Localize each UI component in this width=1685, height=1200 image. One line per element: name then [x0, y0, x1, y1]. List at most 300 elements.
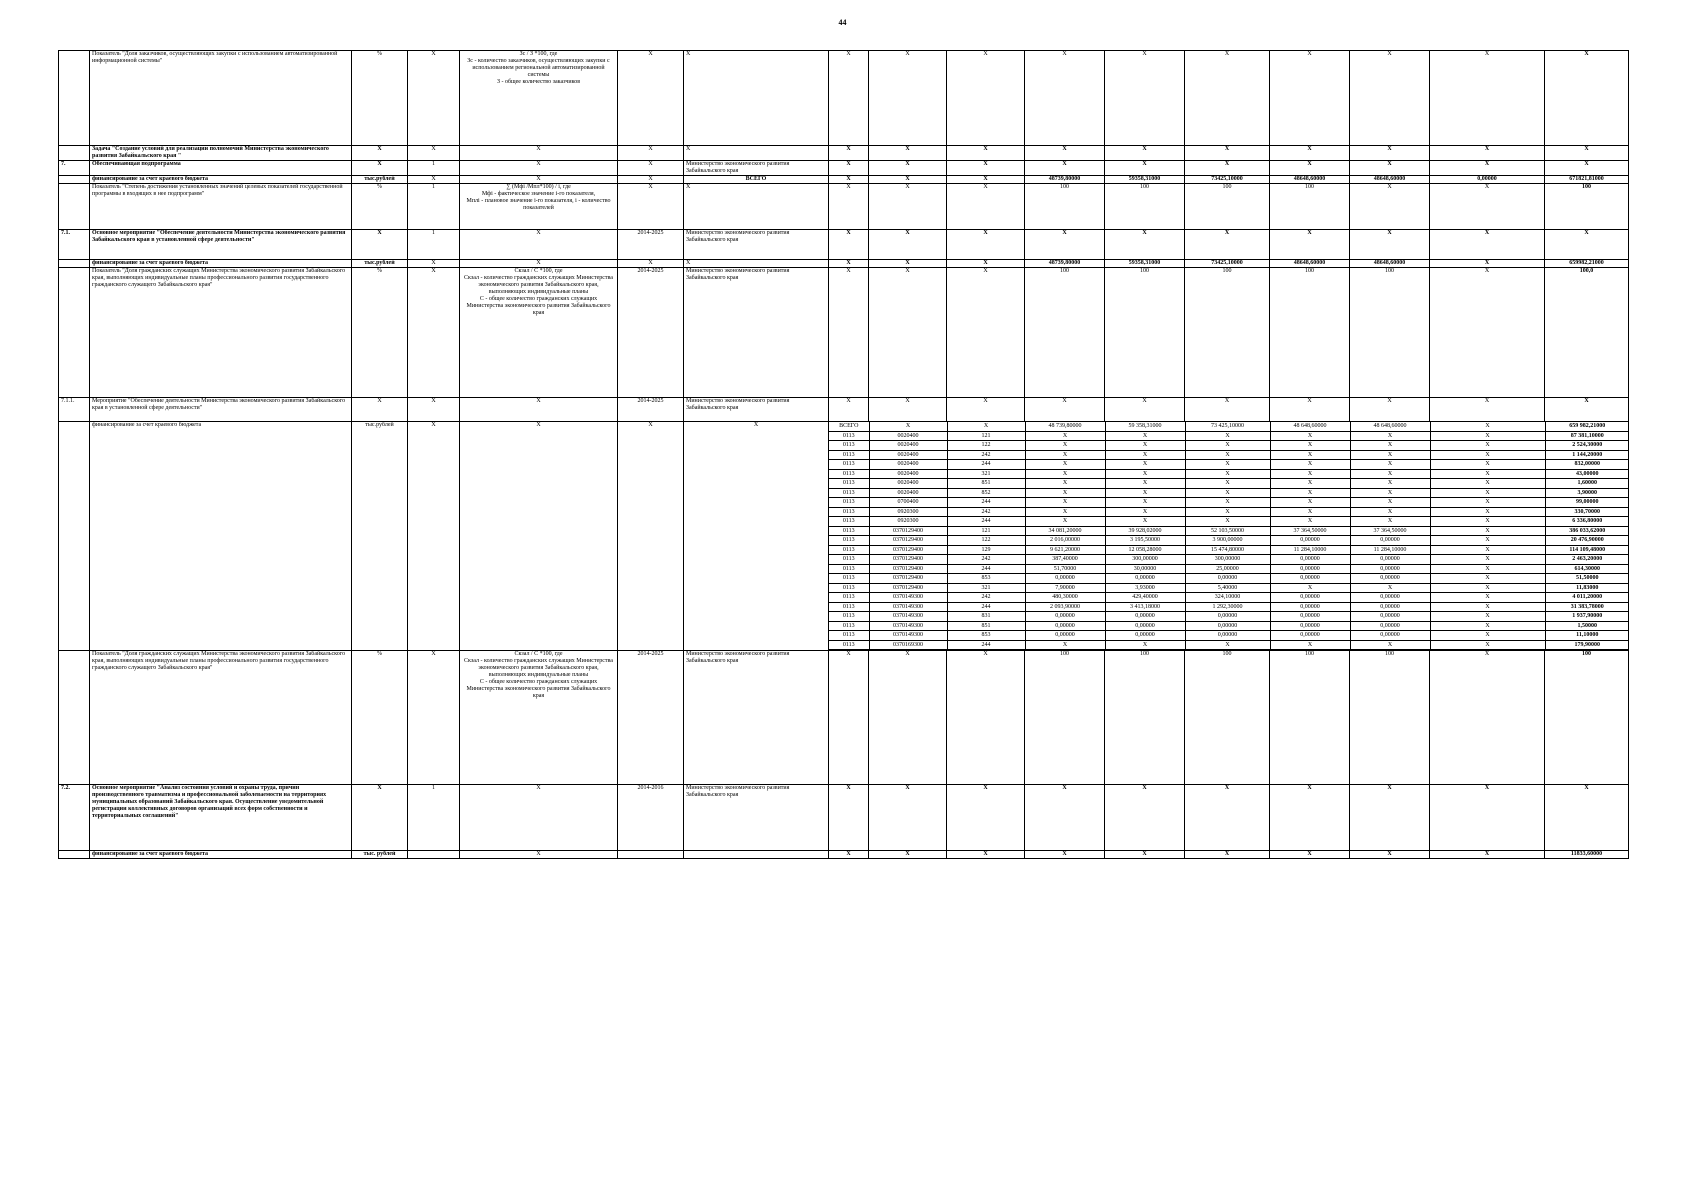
row-value: X: [829, 146, 869, 161]
row-value: X: [1025, 146, 1105, 161]
finance-lines: [829, 422, 1629, 651]
row-value: X: [1185, 230, 1270, 260]
row-executor: Министерство экономического развития Забайкальского края: [684, 398, 829, 422]
finance-value: X: [1025, 640, 1105, 650]
row-executor: Министерство экономического развития Забайкальского края: [684, 785, 829, 851]
finance-value: X: [1185, 431, 1270, 441]
finance-value: X: [1430, 640, 1545, 650]
finance-value: 25,00000: [1185, 564, 1270, 574]
finance-value: 0,00000: [1185, 574, 1270, 584]
finance-value: 0370129400: [869, 545, 947, 555]
finance-subtable: [829, 422, 1629, 650]
finance-value: X: [1430, 479, 1545, 489]
row-value: 100,0: [1545, 268, 1629, 398]
row-value: X: [1270, 146, 1350, 161]
finance-value: 0113: [829, 602, 869, 612]
finance-value: X: [1270, 583, 1350, 593]
finance-value: 0113: [829, 507, 869, 517]
finance-value: 0,00000: [1105, 621, 1185, 631]
finance-value: 15 474,80000: [1185, 545, 1270, 555]
row-value: X: [1545, 230, 1629, 260]
finance-value: X: [1185, 498, 1270, 508]
row-value: X: [1185, 785, 1270, 851]
finance-value: X: [1430, 555, 1545, 565]
row-value: 659982,21000: [1545, 260, 1629, 268]
row-executor: X: [684, 184, 829, 230]
finance-value: X: [1025, 498, 1105, 508]
row-name: Показатель "Доля гражданских служащих Министерства экономического развития Забайкальского края, выполняющих индивидуальные планы профессионального развития государственного гражданского служащего Забайкальского края": [90, 651, 352, 785]
row-value: X: [947, 51, 1025, 146]
row-value: X: [829, 268, 869, 398]
row-weight: X: [408, 176, 460, 184]
finance-value: X: [1105, 479, 1185, 489]
row-period: 2014-2025: [618, 230, 684, 260]
finance-value: 11,10000: [1545, 631, 1629, 641]
finance-value: 244: [947, 564, 1025, 574]
finance-value: 5,40000: [1185, 583, 1270, 593]
finance-value: 480,30000: [1025, 593, 1105, 603]
row-unit: X: [352, 785, 408, 851]
finance-value: X: [1185, 479, 1270, 489]
finance-value: 300,00000: [1185, 555, 1270, 565]
finance-value: 0113: [829, 640, 869, 650]
finance-value: 0,00000: [1185, 621, 1270, 631]
finance-value: X: [1025, 488, 1105, 498]
row-formula: X: [460, 851, 618, 859]
row-value: X: [1105, 785, 1185, 851]
row-value: X: [869, 184, 947, 230]
finance-value: X: [1105, 450, 1185, 460]
finance-value: X: [1430, 631, 1545, 641]
finance-value: X: [1350, 488, 1430, 498]
finance-value: 0,00000: [1270, 631, 1350, 641]
row-executor: X: [684, 422, 829, 651]
finance-value: 0113: [829, 536, 869, 546]
row-value: X: [947, 785, 1025, 851]
finance-value: 30,00000: [1105, 564, 1185, 574]
finance-value: X: [1105, 460, 1185, 470]
row-number: 7.2.: [59, 785, 90, 851]
row-value: X: [1545, 51, 1629, 146]
row-name: финансирование за счет краевого бюджета: [90, 851, 352, 859]
row-value: 11833,60000: [1545, 851, 1629, 859]
row-executor: ВСЕГО: [684, 176, 829, 184]
finance-value: 114 109,48000: [1545, 545, 1629, 555]
finance-value: 51,70000: [1025, 564, 1105, 574]
finance-value: 0,00000: [1025, 574, 1105, 584]
row-value: 100: [1025, 651, 1105, 785]
row-value: X: [947, 146, 1025, 161]
row-value: 48648,60000: [1350, 176, 1430, 184]
finance-value: 0113: [829, 612, 869, 622]
finance-value: 0370149300: [869, 621, 947, 631]
row-value: X: [947, 176, 1025, 184]
finance-value: 0113: [829, 631, 869, 641]
finance-line: [829, 460, 1629, 470]
row-value: X: [1270, 785, 1350, 851]
finance-value: 48 648,60000: [1270, 422, 1350, 431]
row-unit: %: [352, 51, 408, 146]
row-formula: X: [460, 176, 618, 184]
finance-value: 122: [947, 536, 1025, 546]
row-period: X: [618, 422, 684, 651]
row-value: X: [1025, 161, 1105, 176]
row-value: 100: [1105, 184, 1185, 230]
finance-value: 0,00000: [1350, 602, 1430, 612]
finance-value: X: [1350, 583, 1430, 593]
row-value: X: [1430, 51, 1545, 146]
row-value: X: [1430, 851, 1545, 859]
finance-value: X: [1350, 469, 1430, 479]
row-value: X: [1350, 230, 1430, 260]
row-number: [59, 851, 90, 859]
finance-value: 0020400: [869, 479, 947, 489]
row-value: 100: [1025, 268, 1105, 398]
row-value: 59358,31000: [1105, 176, 1185, 184]
table-row: [59, 651, 1629, 785]
finance-value: 0113: [829, 574, 869, 584]
finance-value: 0,00000: [1270, 602, 1350, 612]
row-value: X: [869, 51, 947, 146]
row-weight: X: [408, 422, 460, 651]
finance-value: X: [1025, 507, 1105, 517]
row-executor: Министерство экономического развития Забайкальского края: [684, 161, 829, 176]
finance-value: 0020400: [869, 469, 947, 479]
row-value: 100: [1025, 184, 1105, 230]
finance-value: 0113: [829, 441, 869, 451]
finance-value: X: [1105, 469, 1185, 479]
finance-value: X: [1105, 517, 1185, 527]
table-row: [59, 268, 1629, 398]
row-weight: 1: [408, 230, 460, 260]
finance-line: [829, 640, 1629, 650]
finance-value: X: [1270, 498, 1350, 508]
finance-value: 3,93000: [1105, 583, 1185, 593]
finance-value: 0,00000: [1350, 536, 1430, 546]
finance-value: 1 937,90000: [1545, 612, 1629, 622]
row-value: X: [1350, 51, 1430, 146]
row-value: X: [1105, 161, 1185, 176]
row-value: 100: [1270, 184, 1350, 230]
finance-value: 0,00000: [1270, 564, 1350, 574]
finance-value: 51,50000: [1545, 574, 1629, 584]
finance-value: 0,00000: [1270, 536, 1350, 546]
finance-value: 0,00000: [1270, 612, 1350, 622]
finance-value: 1 292,30000: [1185, 602, 1270, 612]
finance-line: [829, 469, 1629, 479]
finance-value: 852: [947, 488, 1025, 498]
row-number: [59, 146, 90, 161]
finance-value: X: [1185, 469, 1270, 479]
finance-value: 387,40000: [1025, 555, 1105, 565]
finance-value: 0370129400: [869, 536, 947, 546]
row-executor: X: [684, 146, 829, 161]
finance-value: 0113: [829, 469, 869, 479]
row-value: 48648,60000: [1270, 176, 1350, 184]
finance-value: 0113: [829, 555, 869, 565]
finance-value: X: [1430, 469, 1545, 479]
finance-value: 0,00000: [1025, 631, 1105, 641]
row-value: X: [829, 184, 869, 230]
finance-value: 429,40000: [1105, 593, 1185, 603]
finance-value: 0113: [829, 621, 869, 631]
finance-value: 12 058,28000: [1105, 545, 1185, 555]
finance-value: 244: [947, 460, 1025, 470]
finance-line: [829, 536, 1629, 546]
finance-value: 0370149300: [869, 602, 947, 612]
row-value: X: [1105, 146, 1185, 161]
table-row: [59, 398, 1629, 422]
finance-value: 129: [947, 545, 1025, 555]
row-value: X: [1025, 851, 1105, 859]
row-period: 2014-2025: [618, 398, 684, 422]
finance-value: X: [1185, 450, 1270, 460]
finance-value: 7,90000: [1025, 583, 1105, 593]
finance-line: [829, 593, 1629, 603]
row-value: X: [869, 161, 947, 176]
row-name: Показатель "Степень достижения установленных значений целевых показателей государственной программы в входящих в нее подпрограмм": [90, 184, 352, 230]
row-period: X: [618, 260, 684, 268]
finance-line: [829, 441, 1629, 451]
row-number: [59, 51, 90, 146]
finance-value: X: [1270, 507, 1350, 517]
table-row: [59, 785, 1629, 851]
finance-value: 0920300: [869, 517, 947, 527]
finance-value: X: [1270, 450, 1350, 460]
finance-value: 122: [947, 441, 1025, 451]
row-value: X: [1025, 785, 1105, 851]
row-value: X: [869, 176, 947, 184]
row-value: X: [1430, 651, 1545, 785]
finance-value: 2 093,90000: [1025, 602, 1105, 612]
row-value: X: [947, 651, 1025, 785]
finance-value: 48 648,60000: [1350, 422, 1430, 431]
row-number: 7.: [59, 161, 90, 176]
finance-value: 31 383,78000: [1545, 602, 1629, 612]
row-value: X: [947, 268, 1025, 398]
finance-value: X: [1270, 431, 1350, 441]
finance-value: 48 739,80000: [1025, 422, 1105, 431]
row-value: 48648,60000: [1350, 260, 1430, 268]
row-value: X: [1430, 268, 1545, 398]
row-number: [59, 651, 90, 785]
row-executor: Министерство экономического развития Забайкальского края: [684, 651, 829, 785]
finance-value: 0113: [829, 593, 869, 603]
finance-value: 34 081,20000: [1025, 526, 1105, 536]
finance-value: 0113: [829, 526, 869, 536]
finance-line: [829, 526, 1629, 536]
finance-value: X: [1430, 422, 1545, 431]
row-value: 671821,81000: [1545, 176, 1629, 184]
row-weight: 1: [408, 785, 460, 851]
row-value: X: [829, 51, 869, 146]
row-unit: тыс.рублей: [352, 176, 408, 184]
row-name: Основное мероприятие "Обеспечение деятельности Министерства экономического развития Забайкальского края в установленной сфере деятельности": [90, 230, 352, 260]
finance-value: X: [1430, 545, 1545, 555]
row-executor: X: [684, 51, 829, 146]
row-period: X: [618, 161, 684, 176]
finance-value: 0,00000: [1105, 631, 1185, 641]
row-value: X: [869, 785, 947, 851]
finance-value: 831: [947, 612, 1025, 622]
row-unit: тыс.рублей: [352, 260, 408, 268]
row-value: X: [1430, 230, 1545, 260]
row-period: 2014-2025: [618, 651, 684, 785]
row-value: X: [869, 146, 947, 161]
finance-value: 851: [947, 621, 1025, 631]
finance-value: 0113: [829, 517, 869, 527]
finance-value: X: [1270, 460, 1350, 470]
row-number: [59, 176, 90, 184]
finance-value: 0,00000: [1025, 612, 1105, 622]
row-name: Мероприятие "Обеспечение деятельности Министерства экономического развития Забайкальского края в установленной сфере деятельности": [90, 398, 352, 422]
row-value: X: [829, 398, 869, 422]
finance-value: 0370149300: [869, 631, 947, 641]
row-value: X: [1185, 851, 1270, 859]
row-value: X: [1025, 398, 1105, 422]
finance-value: 0370149300: [869, 612, 947, 622]
finance-value: 73 425,10000: [1185, 422, 1270, 431]
finance-value: X: [1185, 488, 1270, 498]
table-row: [59, 184, 1629, 230]
finance-value: 0,00000: [1185, 612, 1270, 622]
row-value: X: [1350, 146, 1430, 161]
row-number: [59, 260, 90, 268]
row-weight: X: [408, 146, 460, 161]
finance-value: 52 103,50000: [1185, 526, 1270, 536]
finance-value: 99,00000: [1545, 498, 1629, 508]
row-number: 7.1.: [59, 230, 90, 260]
finance-value: 832,00000: [1545, 460, 1629, 470]
finance-value: X: [1430, 583, 1545, 593]
finance-value: X: [1025, 450, 1105, 460]
finance-value: 179,90000: [1545, 640, 1629, 650]
finance-value: X: [1105, 488, 1185, 498]
finance-value: 39 928,02000: [1105, 526, 1185, 536]
finance-value: X: [1350, 517, 1430, 527]
finance-value: X: [1185, 460, 1270, 470]
finance-value: 0113: [829, 545, 869, 555]
finance-value: X: [1350, 498, 1430, 508]
row-value: 100: [1350, 651, 1430, 785]
row-name: Обеспечивающая подпрограмма: [90, 161, 352, 176]
row-value: X: [1350, 184, 1430, 230]
row-value: X: [869, 851, 947, 859]
finance-value: X: [1105, 498, 1185, 508]
finance-value: 244: [947, 602, 1025, 612]
row-number: 7.1.1.: [59, 398, 90, 422]
row-weight: [408, 851, 460, 859]
row-name: финансирование за счет краевого бюджета: [90, 422, 352, 651]
row-period: [618, 851, 684, 859]
row-value: X: [947, 184, 1025, 230]
finance-value: 0,00000: [1025, 621, 1105, 631]
finance-value: X: [1430, 621, 1545, 631]
row-name: финансирование за счет краевого бюджета: [90, 260, 352, 268]
finance-value: X: [1350, 431, 1430, 441]
finance-value: 0020400: [869, 488, 947, 498]
finance-value: 20 476,90000: [1545, 536, 1629, 546]
finance-value: 0,00000: [1350, 574, 1430, 584]
finance-value: 244: [947, 517, 1025, 527]
finance-value: 0113: [829, 564, 869, 574]
finance-value: 0,00000: [1350, 593, 1430, 603]
row-value: X: [1105, 51, 1185, 146]
finance-line: [829, 517, 1629, 527]
row-unit: тыс. рублей: [352, 851, 408, 859]
finance-value: 2 463,20000: [1545, 555, 1629, 565]
row-value: X: [1430, 184, 1545, 230]
finance-value: 0920300: [869, 507, 947, 517]
table-body-bottom: [59, 651, 1629, 859]
finance-value: 242: [947, 593, 1025, 603]
finance-value: 853: [947, 631, 1025, 641]
row-period: 2014-2016: [618, 785, 684, 851]
row-value: 100: [1185, 184, 1270, 230]
row-value: 100: [1270, 651, 1350, 785]
finance-value: 242: [947, 507, 1025, 517]
row-value: X: [1430, 161, 1545, 176]
finance-value: 121: [947, 431, 1025, 441]
row-weight: X: [408, 651, 460, 785]
row-value: X: [1545, 398, 1629, 422]
row-formula: Зс / З *100, где Зс - количество заказчиков, осуществляющих закупки с использованием региональной автоматизированной системы З - общее количество заказчиков: [460, 51, 618, 146]
finance-value: 321: [947, 469, 1025, 479]
row-value: X: [1270, 851, 1350, 859]
finance-value: X: [1430, 612, 1545, 622]
finance-value: 0370129400: [869, 564, 947, 574]
table-row: [59, 51, 1629, 146]
finance-value: X: [1185, 517, 1270, 527]
row-value: 100: [1545, 184, 1629, 230]
row-value: X: [1270, 51, 1350, 146]
finance-value: 0113: [829, 431, 869, 441]
finance-value: 0370149300: [869, 593, 947, 603]
row-value: X: [869, 268, 947, 398]
row-value: X: [1350, 851, 1430, 859]
row-executor: [684, 851, 829, 859]
finance-value: X: [1025, 479, 1105, 489]
row-value: 100: [1350, 268, 1430, 398]
finance-value: 0113: [829, 583, 869, 593]
finance-value: X: [1025, 517, 1105, 527]
finance-value: 1 144,20000: [1545, 450, 1629, 460]
finance-value: 0,00000: [1350, 621, 1430, 631]
finance-value: 0370129400: [869, 574, 947, 584]
row-weight: 1: [408, 184, 460, 230]
finance-value: 0,00000: [1350, 555, 1430, 565]
row-value: X: [1270, 161, 1350, 176]
row-formula: X: [460, 785, 618, 851]
row-weight: X: [408, 260, 460, 268]
finance-value: X: [1430, 488, 1545, 498]
table-row: [59, 851, 1629, 859]
row-formula: Скзал / С *100, где Скзал - количество гражданских служащих Министерства экономического развития Забайкальского края, выполняющих индивидуальные планы С - общее количество гражданских служащих Министерства экономического развития Забайкальского края: [460, 268, 618, 398]
finance-value: 2 524,30000: [1545, 441, 1629, 451]
finance-value: X: [1350, 640, 1430, 650]
row-unit: X: [352, 161, 408, 176]
finance-value: 0113: [829, 488, 869, 498]
row-name: Основное мероприятие "Анализ состояния условий и охраны труда, причин производственного травматизма и профессиональной заболеваемости на территориях муниципальных образований Забайкальского края. Осуществление уведомительной регистрации коллективных договоров организаций всех форм собственности и территориальных соглашений": [90, 785, 352, 851]
finance-value: 0113: [829, 460, 869, 470]
finance-value: 0113: [829, 479, 869, 489]
row-unit: тыс.рублей: [352, 422, 408, 651]
finance-value: 0020400: [869, 460, 947, 470]
row-weight: X: [408, 51, 460, 146]
finance-value: 0,00000: [1270, 555, 1350, 565]
finance-value: 1,60000: [1545, 479, 1629, 489]
row-period: X: [618, 184, 684, 230]
